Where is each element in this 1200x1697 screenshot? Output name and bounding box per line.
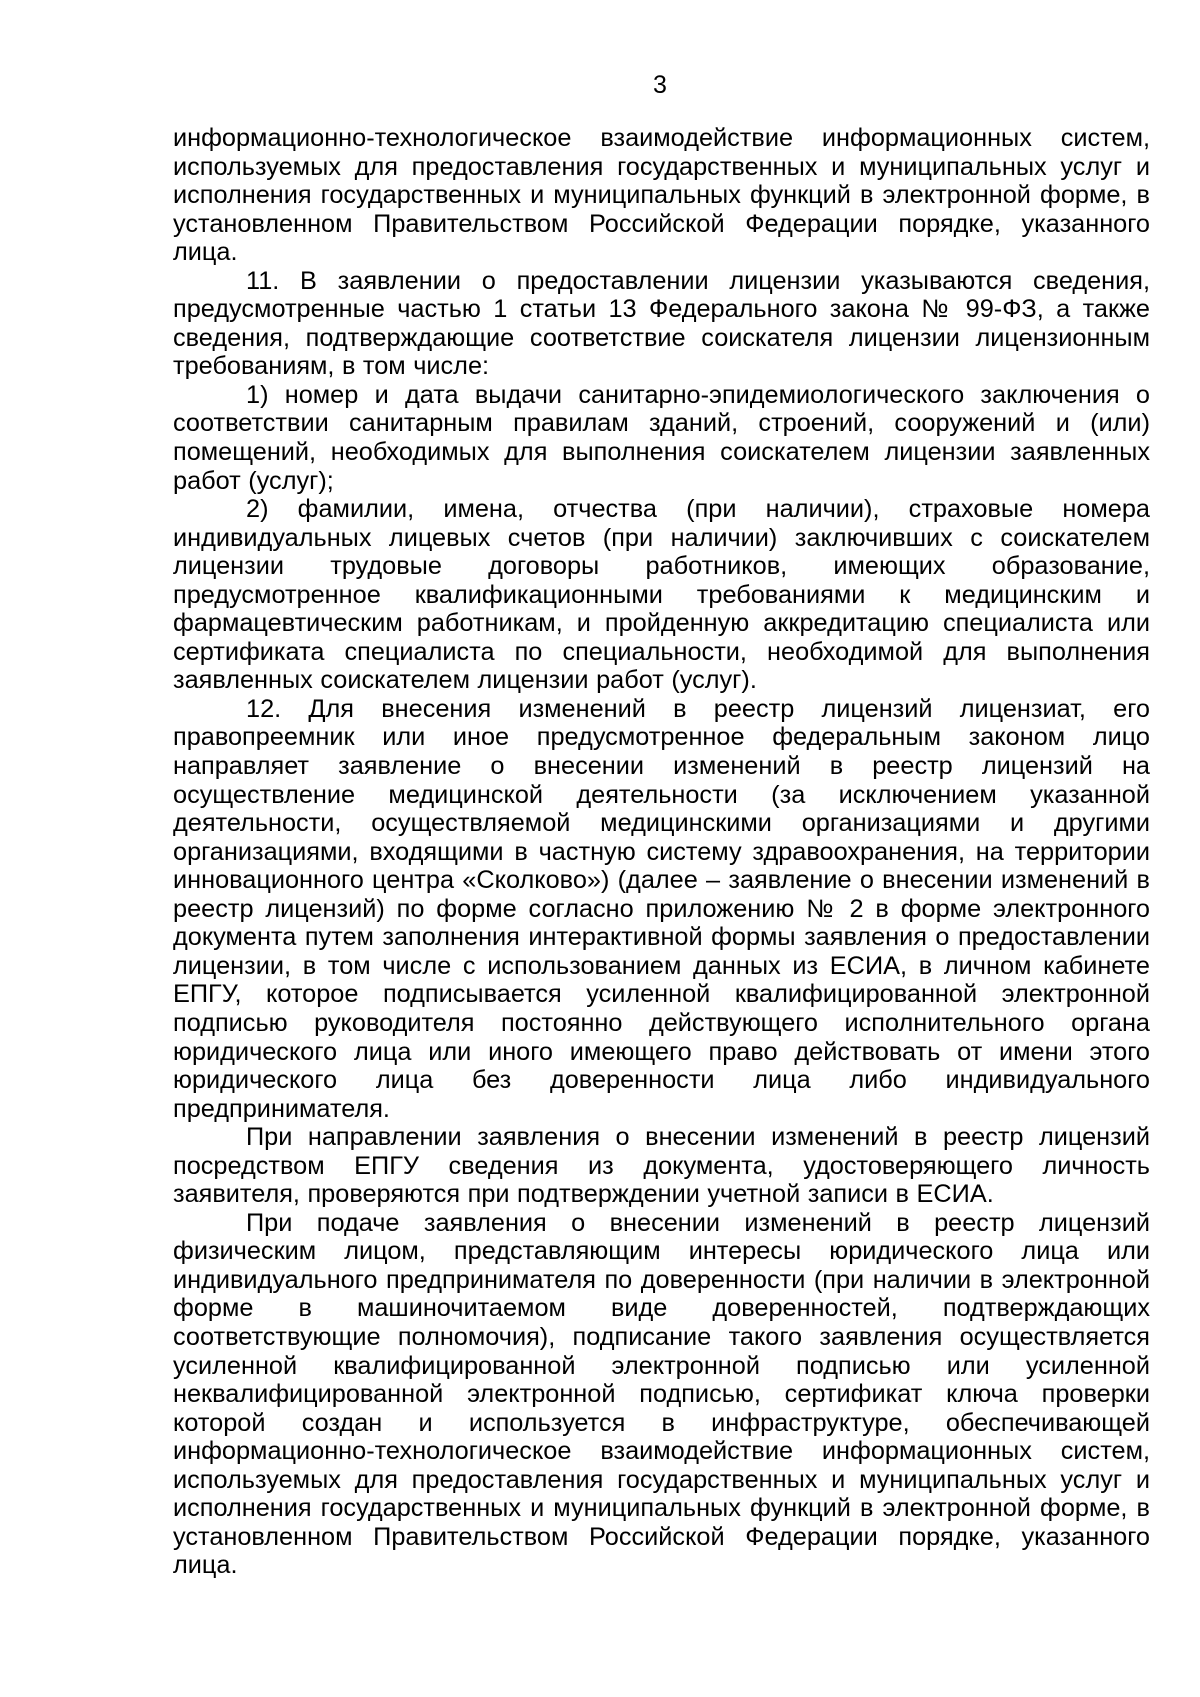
paragraph-item-11: 11. В заявлении о предоставлении лицензии указываются сведения, предусмотренные частью 1 статьи 13 Федерального закона № 99-ФЗ, а также сведения, подтверждающие соответствие соискателя лицензии лицензионным требованиям, в том числе: (173, 266, 1150, 381)
page-number: 3 (653, 71, 667, 99)
paragraph-proxy-signing: При подаче заявления о внесении изменений в реестр лицензий физическим лицом, представляющим интересы юридического лица или индивидуального предпринимателя по доверенности (при наличии в электронной форме в машиночитаемом виде доверенностей, подтверждающих соответствующие полномочия), подписание такого заявления осуществляется усиленной квалифицированной электронной подписью или усиленной неквалифицированной электронной подписью, сертификат ключа проверки которой создан и используется в инфраструктуре, обеспечивающей информационно-технологическое взаимодействие информационных систем, используемых для предоставления государственных и муниципальных услуг и исполнения государственных и муниципальных функций в электронной форме, в установленном Правительством Российской Федерации порядке, указанного лица. (173, 1208, 1150, 1580)
paragraph-continuation: информационно-технологическое взаимодействие информационных систем, используемых для предоставления государственных и муниципальных услуг и исполнения государственных и муниципальных функций в электронной форме, в установленном Правительством Российской Федерации порядке, указанного лица. (173, 124, 1150, 267)
paragraph-subitem-1: 1) номер и дата выдачи санитарно-эпидемиологического заключения о соответствии санитарным правилам зданий, строений, сооружений и (или) помещений, необходимых для выполнения соискателем лицензии заявленных работ (услуг); (173, 380, 1150, 495)
document-body (173, 124, 1150, 1580)
paragraph-subitem-2: 2) фамилии, имена, отчества (при наличии), страховые номера индивидуальных лицевых счетов (при наличии) заключивших с соискателем лицензии трудовые договоры работников, имеющих образование, предусмотренное квалификационными требованиями к медицинским и фармацевтическим работникам, и пройденную аккредитацию специалиста или сертификата специалиста по специальности, необходимой для выполнения заявленных соискателем лицензии работ (услуг). (173, 495, 1150, 695)
paragraph-item-12: 12. Для внесения изменений в реестр лицензий лицензиат, его правопреемник или иное предусмотренное федеральным законом лицо направляет заявление о внесении изменений в реестр лицензий на осуществление медицинской деятельности (за исключением указанной деятельности, осуществляемой медицинскими организациями и другими организациями, входящими в частную систему здравоохранения, на территории инновационного центра «Сколково») (далее – заявление о внесении изменений в реестр лицензий) по форме согласно приложению № 2 в форме электронного документа путем заполнения интерактивной формы заявления о предоставлении лицензии, в том числе с использованием данных из ЕСИА, в личном кабинете ЕПГУ, которое подписывается усиленной квалифицированной электронной подписью руководителя постоянно действующего исполнительного органа юридического лица или иного имеющего право действовать от имени этого юридического лица без доверенности лица либо индивидуального предпринимателя. (173, 694, 1150, 1123)
paragraph-epgu-verification: При направлении заявления о внесении изменений в реестр лицензий посредством ЕПГУ сведения из документа, удостоверяющего личность заявителя, проверяются при подтверждении учетной записи в ЕСИА. (173, 1123, 1150, 1209)
